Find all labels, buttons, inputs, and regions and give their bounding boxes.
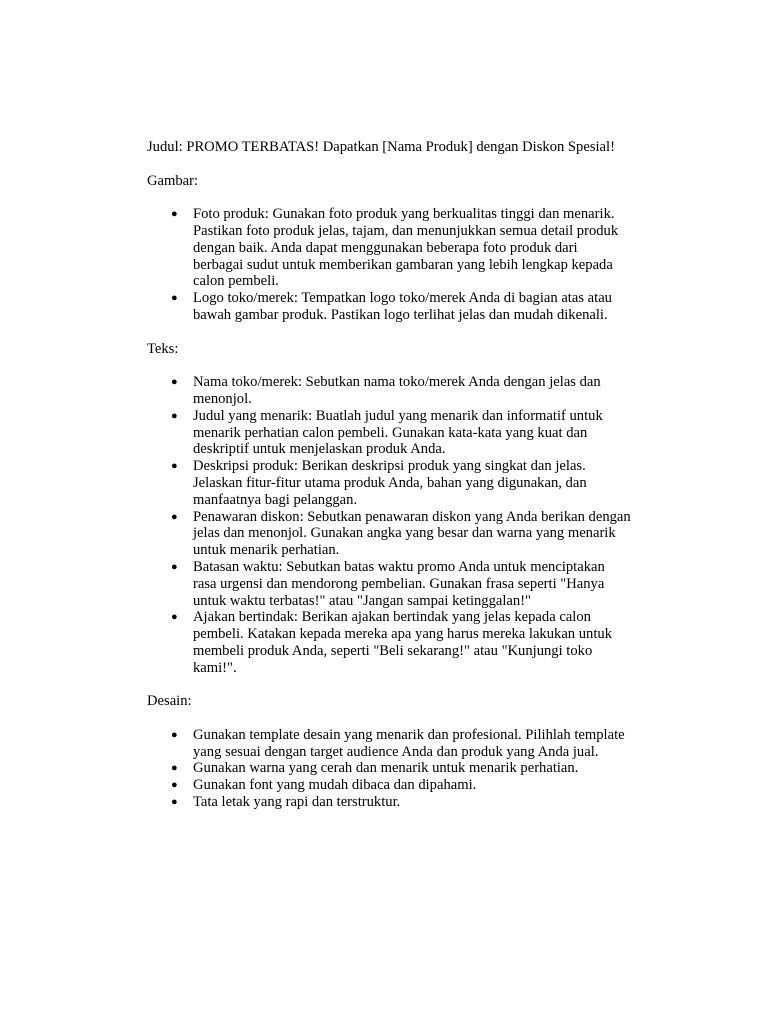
list-item-text-line: Nama toko/merek: Sebutkan nama toko/merek Anda dengan jelas dan bbox=[193, 374, 601, 391]
list-item-text-line: manfaatnya bagi pelanggan. bbox=[193, 491, 358, 508]
list-item-text-line: pembeli. Katakan kepada mereka apa yang harus mereka lakukan untuk bbox=[193, 626, 612, 643]
section-heading: Desain: bbox=[147, 693, 192, 710]
list-item bbox=[147, 374, 667, 408]
bullet-icon: ● bbox=[171, 560, 178, 573]
list-item-text-line: Gunakan font yang mudah dibaca dan dipahami. bbox=[193, 777, 477, 794]
list-item-text-line: menonjol. bbox=[193, 390, 252, 407]
bullet-icon: ● bbox=[171, 510, 178, 523]
list-item-text-line: deskriptif untuk menjelaskan produk Anda. bbox=[193, 441, 446, 458]
list-item-text-line: bawah gambar produk. Pastikan logo terlihat jelas dan mudah dikenali. bbox=[193, 306, 608, 323]
list-item-text-line: untuk waktu terbatas!" atau "Jangan sampai ketinggalan!" bbox=[193, 592, 532, 609]
list-item-text-line: Penawaran diskon: Sebutkan penawaran diskon yang Anda berikan dengan bbox=[193, 508, 631, 525]
bullet-list bbox=[147, 727, 667, 811]
list-item bbox=[147, 206, 667, 290]
bullet-icon: ● bbox=[171, 728, 178, 741]
list-item-text-line: Logo toko/merek: Tempatkan logo toko/merek Anda di bagian atas atau bbox=[193, 290, 612, 307]
list-item bbox=[147, 458, 667, 508]
list-item-text-line: Tata letak yang rapi dan terstruktur. bbox=[193, 794, 401, 811]
list-item bbox=[147, 794, 667, 811]
document-body bbox=[147, 139, 667, 828]
list-item-text-line: Foto produk: Gunakan foto produk yang berkualitas tinggi dan menarik. bbox=[193, 206, 615, 223]
list-item-text-line: Pastikan foto produk jelas, tajam, dan menunjukkan semua detail produk bbox=[193, 222, 619, 239]
list-item bbox=[147, 609, 667, 676]
list-item-text-line: membeli produk Anda, seperti "Beli sekarang!" atau "Kunjungi toko bbox=[193, 642, 593, 659]
list-item-text-line: Jelaskan fitur-fitur utama produk Anda, bahan yang digunakan, dan bbox=[193, 474, 587, 491]
list-item bbox=[147, 408, 667, 458]
list-item bbox=[147, 290, 667, 324]
list-item-text-line: rasa urgensi dan mendorong pembelian. Gunakan frasa seperti "Hanya bbox=[193, 575, 605, 592]
section-heading: Teks: bbox=[147, 340, 179, 357]
list-item-text-line: Deskripsi produk: Berikan deskripsi produk yang singkat dan jelas. bbox=[193, 458, 586, 475]
bullet-icon: ● bbox=[171, 611, 178, 624]
list-item bbox=[147, 559, 667, 609]
bullet-icon: ● bbox=[171, 376, 178, 389]
bullet-icon: ● bbox=[171, 292, 178, 305]
list-item-text-line: berbagai sudut untuk memberikan gambaran yang lebih lengkap kepada bbox=[193, 256, 613, 273]
bullet-icon: ● bbox=[171, 409, 178, 422]
bullet-icon: ● bbox=[171, 796, 178, 809]
document-title: Judul: PROMO TERBATAS! Dapatkan [Nama Produk] dengan Diskon Spesial! bbox=[147, 139, 615, 155]
list-item-text-line: jelas dan menonjol. Gunakan angka yang besar dan warna yang menarik bbox=[193, 525, 616, 542]
bullet-icon: ● bbox=[171, 762, 178, 775]
list-item-text-line: calon pembeli. bbox=[193, 273, 279, 290]
list-item bbox=[147, 777, 667, 794]
list-item-text-line: kami!". bbox=[193, 659, 237, 676]
bullet-icon: ● bbox=[171, 460, 178, 473]
list-item bbox=[147, 727, 667, 761]
list-item-text-line: yang sesuai dengan target audience Anda dan produk yang Anda jual. bbox=[193, 743, 599, 760]
document-sections bbox=[147, 173, 667, 811]
list-item bbox=[147, 509, 667, 559]
list-item-text-line: Judul yang menarik: Buatlah judul yang menarik dan informatif untuk bbox=[193, 407, 603, 424]
bullet-list bbox=[147, 206, 667, 324]
section-heading: Gambar: bbox=[147, 172, 199, 189]
list-item-text-line: untuk menarik perhatian. bbox=[193, 542, 340, 559]
list-item-text-line: Gunakan template desain yang menarik dan profesional. Pilihlah template bbox=[193, 726, 625, 743]
list-item-text-line: Batasan waktu: Sebutkan batas waktu promo Anda untuk menciptakan bbox=[193, 558, 605, 575]
list-item-text-line: dengan baik. Anda dapat menggunakan beberapa foto produk dari bbox=[193, 239, 578, 256]
bullet-icon: ● bbox=[171, 779, 178, 792]
list-item-text-line: Gunakan warna yang cerah dan menarik untuk menarik perhatian. bbox=[193, 760, 579, 777]
bullet-icon: ● bbox=[171, 208, 178, 221]
bullet-list bbox=[147, 374, 667, 676]
list-item bbox=[147, 760, 667, 777]
list-item-text-line: Ajakan bertindak: Berikan ajakan bertindak yang jelas kepada calon bbox=[193, 609, 591, 626]
list-item-text-line: menarik perhatian calon pembeli. Gunakan kata-kata yang kuat dan bbox=[193, 424, 588, 441]
